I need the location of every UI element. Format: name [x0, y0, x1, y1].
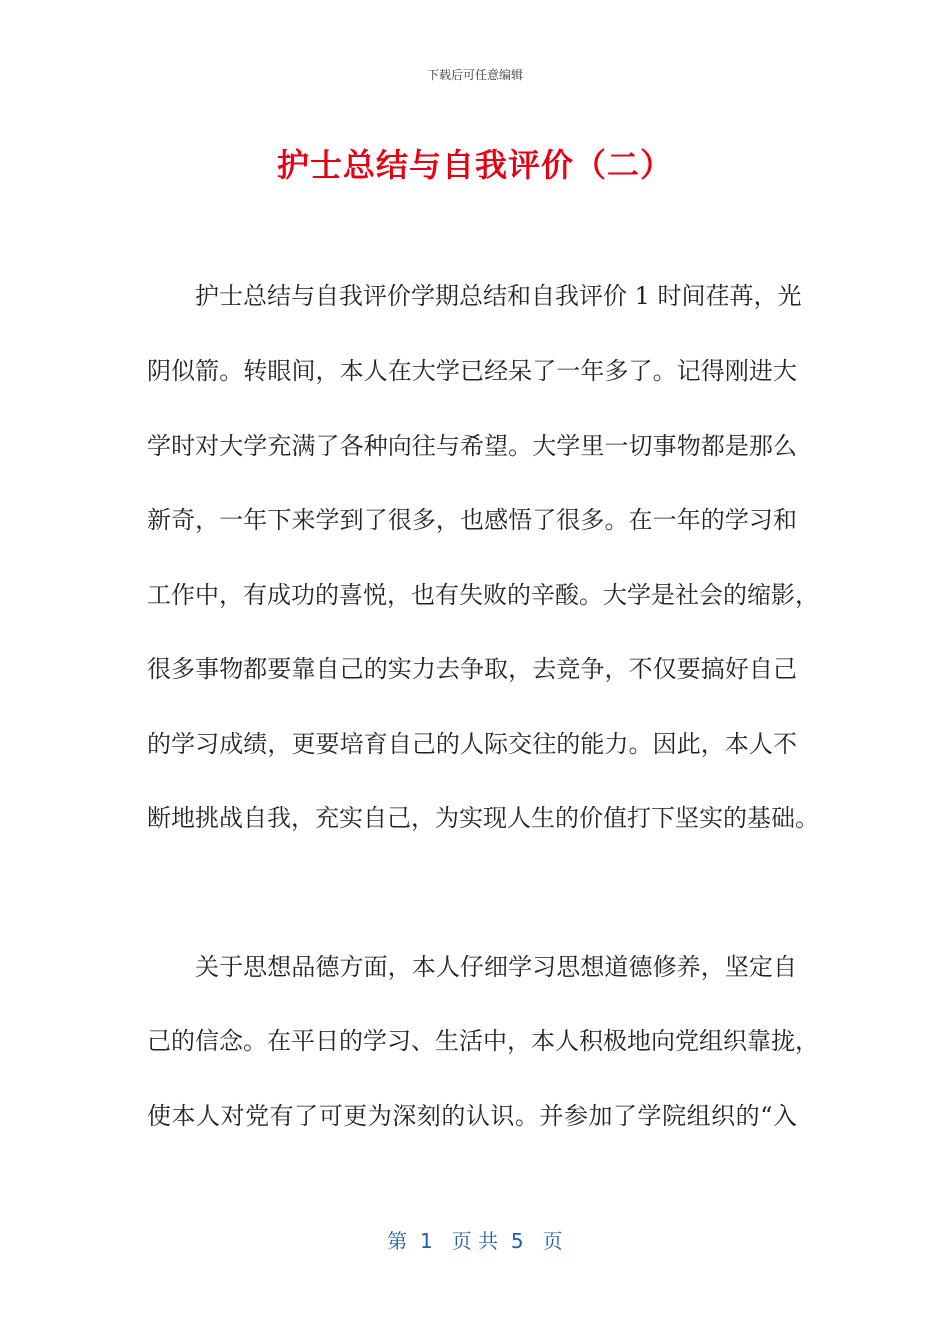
- paragraph-line: 己的信念。在平日的学习、生活中，本人积极地向党组织靠拢，: [147, 1027, 819, 1055]
- paragraph-line: 关于思想品德方面，本人仔细学习思想道德修养，坚定自: [195, 953, 797, 981]
- paragraph-line: 的学习成绩，更要培育自己的人际交往的能力。因此，本人不: [147, 730, 797, 758]
- paragraph-line: 学时对大学充满了各种向往与希望。大学里一切事物都是那么: [147, 432, 797, 460]
- paragraph-line: 新奇，一年下来学到了很多，也感悟了很多。在一年的学习和: [147, 506, 797, 534]
- paragraph-line: 断地挑战自我，充实自己，为实现人生的价值打下坚实的基础。: [147, 804, 819, 832]
- paragraph-line: 工作中，有成功的喜悦，也有失败的辛酸。大学是社会的缩影，: [147, 581, 819, 609]
- paragraph-line: 护士总结与自我评价学期总结和自我评价 1 时间荏苒，光: [195, 282, 802, 310]
- paragraph-line: 很多事物都要靠自己的实力去争取，去竞争，不仅要搞好自己: [147, 655, 797, 683]
- document-title: 护士总结与自我评价（二）: [276, 146, 673, 184]
- header-note: 下载后可任意编辑: [426, 68, 523, 82]
- paragraph-line: 使本人对党有了可更为深刻的认识。并参加了学院组织的“入: [147, 1102, 797, 1130]
- page-footer: 第 1 页 共 5 页: [387, 1229, 563, 1253]
- paragraph-line: 阴似箭。转眼间，本人在大学已经呆了一年多了。记得刚进大: [147, 357, 797, 385]
